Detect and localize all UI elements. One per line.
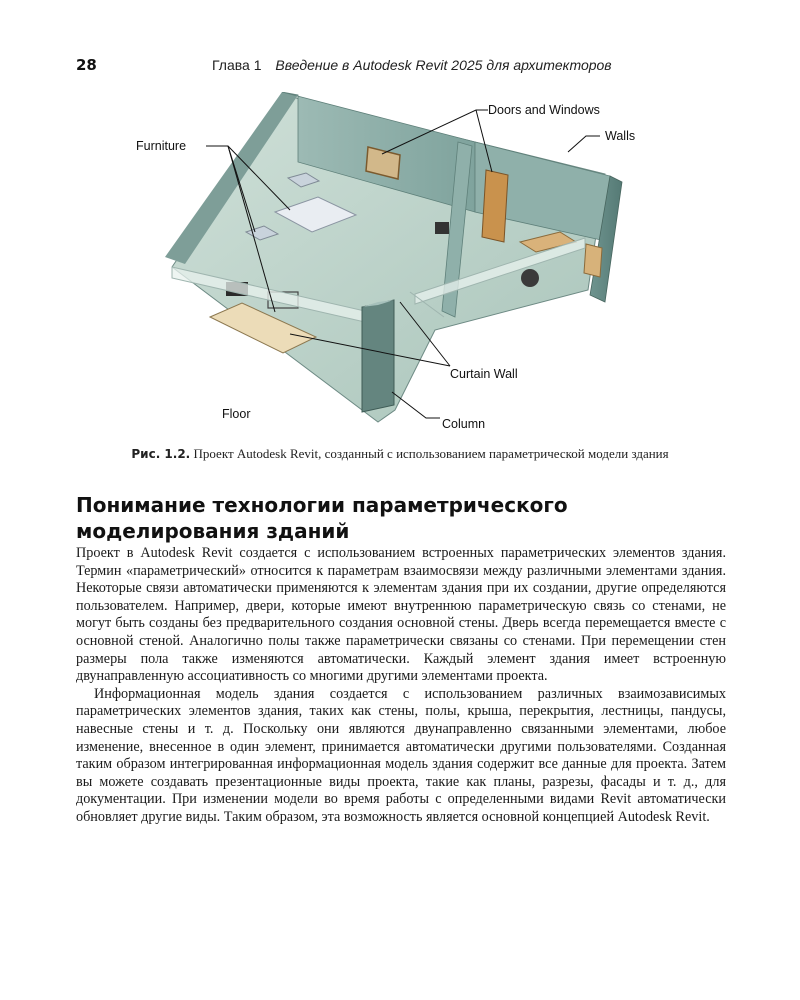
column	[362, 300, 394, 412]
dining-chair	[435, 222, 449, 234]
page-number: 28	[76, 56, 97, 74]
leader-walls	[568, 136, 600, 152]
chapter-label: Глава 1	[212, 57, 262, 73]
right-wall-window	[584, 244, 602, 277]
figure-caption-label: Рис. 1.2.	[131, 447, 191, 461]
callout-column: Column	[442, 417, 486, 431]
building-model-illustration	[110, 92, 710, 437]
body-paragraph: Проект в Autodesk Revit создается с использованием встроенных параметрических элементов здания. Термин «параметрический» относится к параметрам взаимосвязи между различными элементами здания. Некоторые связи автоматически применяются к элементам здания при их создании, другие определяются пользователем. Например, двери, которые имеют внутреннюю параметрическую связь со стенами, не могут быть созданы без предварительного создания основной стены. Дверь всегда перемещается вместе с основной стеной. Аналогично полы также параметрически связаны со стенами. При перемещении стен размеры пола также изменяются автоматически. Каждый элемент здания имеет встроенную двунаправленную ассоциативность со многими другими элементами проекта.	[76, 545, 726, 685]
figure-revit-model	[110, 92, 710, 437]
door	[482, 170, 508, 242]
office-chair	[521, 269, 539, 287]
running-title	[212, 57, 612, 73]
figure-caption-text: Проект Autodesk Revit, созданный с использованием параметрической модели здания	[193, 446, 669, 461]
figure-caption	[92, 445, 708, 463]
section-title: Понимание технологии параметрического моделирования зданий	[76, 493, 568, 543]
callout-curtain-wall: Curtain Wall	[450, 367, 518, 381]
callout-floor: Floor	[222, 407, 251, 421]
body-paragraph: Информационная модель здания создается с использованием различных взаимозависимых параметрических элементов здания, таких как стены, полы, крыша, перекрытия, лестницы, пандусы, навесные стены и т. д. Поскольку они являются двунаправленно связанными элементами, любое изменение, внесенное в один элемент, принимается автоматически другими пользователями. Созданная таким образом интегрированная информационная модель здания содержит все данные для проекта. Затем вы можете создавать презентационные виды проекта, такие как планы, разрезы, фасады и т. д., для документации. При изменении модели во время работы с определенными видами Revit автоматически обновляет другие виды. Таким образом, эта возможность является основной концепцией Autodesk Revit.	[76, 685, 726, 825]
section-body	[76, 545, 726, 827]
callout-doors-windows: Doors and Windows	[488, 103, 600, 117]
callout-furniture: Furniture	[136, 139, 187, 153]
running-header	[76, 56, 726, 78]
book-title: Введение в Autodesk Revit 2025 для архитекторов	[275, 57, 612, 73]
callout-walls: Walls	[605, 129, 636, 143]
